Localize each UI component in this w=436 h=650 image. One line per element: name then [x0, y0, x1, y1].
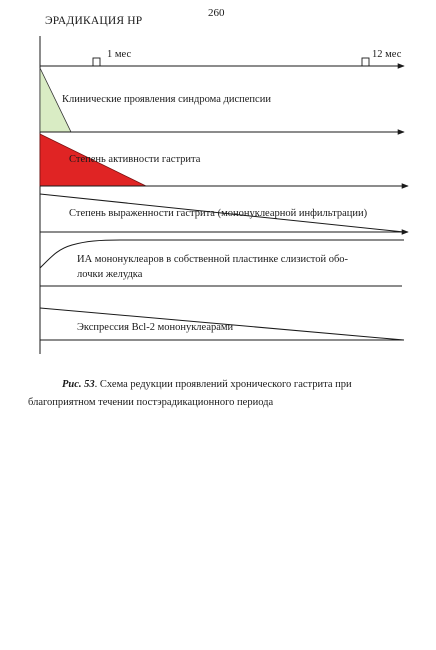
page-number: 260 — [208, 7, 225, 19]
figure-caption-text: . Схема редукции проявлений хронического гастрита при благоприятном течении постэрадикационного периода — [28, 379, 352, 408]
figure-caption — [28, 376, 408, 412]
row-label-bcl2: Экспрессия Bcl-2 мононуклеарами — [77, 322, 234, 333]
row-label-dyspepsia: Клинические проявления синдрома диспепсии — [62, 94, 271, 105]
figure-caption-label: Рис. 53 — [62, 379, 95, 390]
timeline-tick-12-months — [362, 58, 369, 66]
row-label-severity: Степень выраженности гастрита (мононуклеарной инфильтрации) — [69, 208, 368, 219]
row-label-activity: Степень активности гастрита — [69, 154, 201, 165]
running-header: ЭРАДИКАЦИЯ НР — [45, 15, 143, 27]
timeline-tick-1-month — [93, 58, 100, 66]
row-label-apoptosis-line-2: лочки желудка — [77, 269, 143, 280]
row-label-apoptosis-line-1: ИА мононуклеаров в собственной пластинке слизистой обо- — [77, 254, 349, 265]
timeline-label-1-month: 1 мес — [107, 49, 132, 60]
timeline-label-12-months: 12 мес — [372, 49, 402, 60]
